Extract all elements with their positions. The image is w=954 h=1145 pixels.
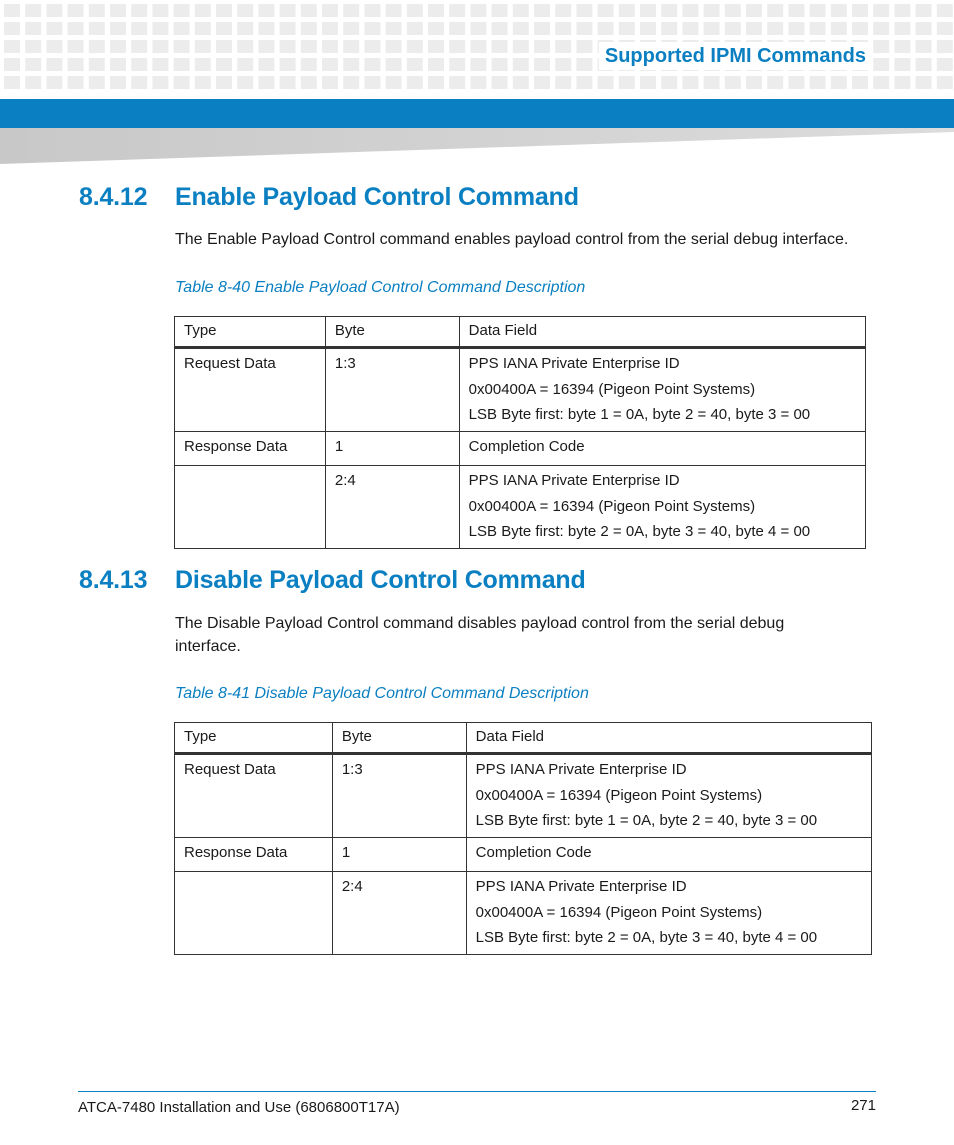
header-tile bbox=[131, 76, 147, 89]
header-tile bbox=[894, 76, 910, 89]
header-tile bbox=[386, 4, 402, 17]
header-tile bbox=[131, 4, 147, 17]
header-tile bbox=[555, 58, 571, 71]
header-tile bbox=[386, 22, 402, 35]
header-tile bbox=[894, 22, 910, 35]
table-row bbox=[175, 754, 872, 838]
header-tile bbox=[364, 4, 380, 17]
header-tile bbox=[916, 40, 932, 53]
table-header-row bbox=[175, 317, 866, 348]
table-caption: Table 8-40 Enable Payload Control Command Description bbox=[175, 279, 586, 296]
cell-byte: 2:4 bbox=[325, 466, 459, 549]
header-tile bbox=[555, 22, 571, 35]
section-paragraph: The Enable Payload Control command enables payload control from the serial debug interface. bbox=[175, 231, 849, 248]
header-tile bbox=[131, 22, 147, 35]
header-tile bbox=[492, 76, 508, 89]
header-tile bbox=[131, 58, 147, 71]
header-tile bbox=[937, 22, 953, 35]
header-tile bbox=[831, 22, 847, 35]
header-tile bbox=[343, 40, 359, 53]
header-tile bbox=[195, 76, 211, 89]
header-tile bbox=[364, 40, 380, 53]
header-tile bbox=[513, 76, 529, 89]
header-tile bbox=[746, 22, 762, 35]
header-tile bbox=[852, 22, 868, 35]
header-tile bbox=[386, 40, 402, 53]
header-tile bbox=[619, 22, 635, 35]
header-tile bbox=[470, 76, 486, 89]
header-tile bbox=[89, 40, 105, 53]
header-tile bbox=[216, 40, 232, 53]
header-tile bbox=[258, 4, 274, 17]
header-tile bbox=[89, 76, 105, 89]
header-tile bbox=[810, 76, 826, 89]
header-tile bbox=[619, 76, 635, 89]
header-tile bbox=[937, 4, 953, 17]
section-number: 8.4.12 bbox=[79, 183, 148, 211]
header-tile bbox=[46, 22, 62, 35]
header-tile bbox=[322, 40, 338, 53]
header-tile bbox=[280, 40, 296, 53]
header-tile bbox=[258, 22, 274, 35]
header-tile bbox=[25, 76, 41, 89]
header-tile bbox=[513, 4, 529, 17]
header-tile bbox=[89, 22, 105, 35]
cell-data: PPS IANA Private Enterprise ID 0x00400A = 16394 (Pigeon Point Systems) LSB Byte first: byte 1 = 0A, byte 2 = 40, byte 3 = 00 bbox=[459, 348, 865, 432]
header-tile bbox=[916, 76, 932, 89]
header-tile bbox=[258, 76, 274, 89]
header-blue-bar bbox=[0, 99, 954, 128]
header-tile bbox=[492, 4, 508, 17]
header-tile bbox=[68, 40, 84, 53]
header-tile bbox=[661, 4, 677, 17]
header-byte: Byte bbox=[325, 317, 459, 348]
section-title: Disable Payload Control Command bbox=[175, 566, 586, 594]
header-data-field: Data Field bbox=[459, 317, 865, 348]
header-tile bbox=[576, 22, 592, 35]
header-tile bbox=[25, 58, 41, 71]
header-tile bbox=[152, 76, 168, 89]
header-tile bbox=[110, 22, 126, 35]
header-tile bbox=[661, 76, 677, 89]
header-tile bbox=[195, 58, 211, 71]
header-tile bbox=[343, 58, 359, 71]
header-tile bbox=[470, 4, 486, 17]
header-tile bbox=[831, 76, 847, 89]
header-tile bbox=[407, 40, 423, 53]
header-tile bbox=[555, 4, 571, 17]
header-tile bbox=[810, 4, 826, 17]
header-tile bbox=[492, 40, 508, 53]
header-tile bbox=[640, 4, 656, 17]
header-tile bbox=[576, 4, 592, 17]
header-tile bbox=[428, 58, 444, 71]
header-tile bbox=[195, 22, 211, 35]
header-tile bbox=[89, 58, 105, 71]
header-tile bbox=[534, 76, 550, 89]
header-tile bbox=[258, 40, 274, 53]
header-tile bbox=[152, 4, 168, 17]
header-tile bbox=[174, 40, 190, 53]
header-tile bbox=[301, 4, 317, 17]
header-tile bbox=[682, 4, 698, 17]
header-tile bbox=[449, 22, 465, 35]
header-tile bbox=[343, 4, 359, 17]
header-tile bbox=[640, 22, 656, 35]
header-tile bbox=[470, 40, 486, 53]
header-tile bbox=[576, 76, 592, 89]
header-tile bbox=[492, 22, 508, 35]
header-tile bbox=[89, 4, 105, 17]
header-tile bbox=[301, 40, 317, 53]
header-tile bbox=[110, 40, 126, 53]
header-tile bbox=[788, 4, 804, 17]
cell-byte: 1 bbox=[325, 432, 459, 466]
cell-byte: 2:4 bbox=[332, 872, 466, 955]
header-tile bbox=[682, 22, 698, 35]
header-tile bbox=[46, 40, 62, 53]
header-tile bbox=[301, 76, 317, 89]
header-tile bbox=[725, 76, 741, 89]
header-tile bbox=[937, 58, 953, 71]
header-tile bbox=[767, 4, 783, 17]
header-tile bbox=[407, 58, 423, 71]
header-tile bbox=[831, 4, 847, 17]
header-tile bbox=[258, 58, 274, 71]
header-tile bbox=[576, 58, 592, 71]
header-tile bbox=[322, 76, 338, 89]
header-tile bbox=[555, 76, 571, 89]
header-tile bbox=[534, 4, 550, 17]
header-tile bbox=[195, 4, 211, 17]
header-tile bbox=[810, 22, 826, 35]
header-tile bbox=[364, 76, 380, 89]
table-caption: Table 8-41 Disable Payload Control Command Description bbox=[175, 685, 589, 702]
section-title: Enable Payload Control Command bbox=[175, 183, 579, 211]
header-tile bbox=[725, 22, 741, 35]
cell-data: PPS IANA Private Enterprise ID 0x00400A = 16394 (Pigeon Point Systems) LSB Byte first: byte 2 = 0A, byte 3 = 40, byte 4 = 00 bbox=[466, 872, 871, 955]
header-tile bbox=[555, 40, 571, 53]
table-header-row bbox=[175, 723, 872, 754]
header-tile bbox=[237, 4, 253, 17]
cell-data: PPS IANA Private Enterprise ID 0x00400A = 16394 (Pigeon Point Systems) LSB Byte first: byte 1 = 0A, byte 2 = 40, byte 3 = 00 bbox=[466, 754, 871, 838]
header-tile bbox=[152, 40, 168, 53]
header-tile bbox=[661, 22, 677, 35]
cell-byte: 1:3 bbox=[325, 348, 459, 432]
footer-document-title: ATCA-7480 Installation and Use (6806800T17A) bbox=[78, 1099, 400, 1116]
header-tile bbox=[386, 58, 402, 71]
header-tile bbox=[873, 4, 889, 17]
header-tile bbox=[4, 4, 20, 17]
header-tile bbox=[598, 76, 614, 89]
header-tile bbox=[873, 76, 889, 89]
header-tile bbox=[704, 4, 720, 17]
header-tile bbox=[216, 76, 232, 89]
footer-page-number: 271 bbox=[850, 1097, 876, 1114]
header-tile bbox=[386, 76, 402, 89]
header-tile bbox=[937, 40, 953, 53]
cell-data: PPS IANA Private Enterprise ID 0x00400A = 16394 (Pigeon Point Systems) LSB Byte first: byte 2 = 0A, byte 3 = 40, byte 4 = 00 bbox=[459, 466, 865, 549]
table-row bbox=[175, 872, 872, 955]
header-tile bbox=[322, 4, 338, 17]
header-tile bbox=[407, 76, 423, 89]
table-row bbox=[175, 432, 866, 466]
header-tile bbox=[704, 76, 720, 89]
cell-byte: 1 bbox=[332, 838, 466, 872]
header-tile bbox=[301, 22, 317, 35]
header-tile bbox=[343, 22, 359, 35]
header-data-field: Data Field bbox=[466, 723, 871, 754]
header-tile bbox=[449, 76, 465, 89]
header-tile bbox=[894, 58, 910, 71]
header-tile bbox=[4, 22, 20, 35]
header-tile bbox=[513, 40, 529, 53]
header-tile bbox=[152, 22, 168, 35]
header-tile bbox=[68, 22, 84, 35]
header-gray-wedge bbox=[0, 128, 954, 164]
header-tile bbox=[301, 58, 317, 71]
header-tile bbox=[216, 22, 232, 35]
cell-type: Request Data bbox=[175, 348, 326, 432]
header-tile bbox=[237, 76, 253, 89]
header-tile bbox=[916, 58, 932, 71]
table-row bbox=[175, 838, 872, 872]
header-tile bbox=[704, 22, 720, 35]
header-type: Type bbox=[175, 723, 333, 754]
header-tile bbox=[492, 58, 508, 71]
header-tile bbox=[68, 4, 84, 17]
header-tile bbox=[110, 76, 126, 89]
header-tile bbox=[767, 76, 783, 89]
cell-byte: 1:3 bbox=[332, 754, 466, 838]
header-tile bbox=[216, 58, 232, 71]
header-tile bbox=[682, 76, 698, 89]
header-tile bbox=[110, 4, 126, 17]
header-tile bbox=[68, 58, 84, 71]
header-tile bbox=[4, 40, 20, 53]
header-tile bbox=[364, 22, 380, 35]
header-tile bbox=[322, 58, 338, 71]
header-tile bbox=[280, 22, 296, 35]
header-tile bbox=[916, 4, 932, 17]
header-tile bbox=[195, 40, 211, 53]
header-type: Type bbox=[175, 317, 326, 348]
header-tile bbox=[110, 58, 126, 71]
header-tile bbox=[428, 22, 444, 35]
header-tile bbox=[788, 76, 804, 89]
footer-rule bbox=[78, 1091, 876, 1092]
header-tile bbox=[174, 58, 190, 71]
header-tile bbox=[216, 4, 232, 17]
table-row bbox=[175, 348, 866, 432]
header-tile bbox=[937, 76, 953, 89]
header-tile bbox=[174, 22, 190, 35]
cell-type: Request Data bbox=[175, 754, 333, 838]
header-tile bbox=[449, 58, 465, 71]
header-tile bbox=[407, 4, 423, 17]
header-tile bbox=[852, 76, 868, 89]
header-tile bbox=[174, 4, 190, 17]
header-tile bbox=[513, 22, 529, 35]
header-tile bbox=[767, 22, 783, 35]
header-tile bbox=[322, 22, 338, 35]
header-tile bbox=[25, 40, 41, 53]
header-tile bbox=[343, 76, 359, 89]
header-tile bbox=[280, 76, 296, 89]
section-heading-disable-payload bbox=[79, 566, 586, 595]
header-tile bbox=[4, 76, 20, 89]
cell-type: Response Data bbox=[175, 432, 326, 466]
header-tile bbox=[873, 40, 889, 53]
header-tile bbox=[746, 4, 762, 17]
header-tile bbox=[152, 58, 168, 71]
header-tile bbox=[428, 4, 444, 17]
header-tile bbox=[280, 58, 296, 71]
cell-data: Completion Code bbox=[459, 432, 865, 466]
header-tile bbox=[25, 22, 41, 35]
header-tile bbox=[237, 40, 253, 53]
header-tile bbox=[280, 4, 296, 17]
header-tile bbox=[894, 4, 910, 17]
header-tile bbox=[407, 22, 423, 35]
header-tile bbox=[25, 4, 41, 17]
header-tile bbox=[598, 4, 614, 17]
header-tile bbox=[576, 40, 592, 53]
header-tile bbox=[788, 22, 804, 35]
header-tile bbox=[725, 4, 741, 17]
header-tile bbox=[237, 58, 253, 71]
header-tile bbox=[470, 22, 486, 35]
header-tile bbox=[873, 58, 889, 71]
header-tile bbox=[46, 4, 62, 17]
header-tile bbox=[449, 40, 465, 53]
header-tile bbox=[131, 40, 147, 53]
cell-type bbox=[175, 872, 333, 955]
header-tile bbox=[916, 22, 932, 35]
section-heading-enable-payload bbox=[79, 183, 579, 212]
header-tile bbox=[4, 58, 20, 71]
header-tile bbox=[534, 22, 550, 35]
cell-type: Response Data bbox=[175, 838, 333, 872]
header-tile bbox=[619, 4, 635, 17]
disable-payload-table bbox=[174, 722, 872, 955]
header-tile bbox=[428, 76, 444, 89]
section-number: 8.4.13 bbox=[79, 566, 148, 594]
header-tile bbox=[598, 22, 614, 35]
header-tile bbox=[534, 58, 550, 71]
header-byte: Byte bbox=[332, 723, 466, 754]
header-tile bbox=[449, 4, 465, 17]
header-tile bbox=[46, 76, 62, 89]
header-tile bbox=[237, 22, 253, 35]
section-paragraph: The Disable Payload Control command disables payload control from the serial debug interface. bbox=[175, 615, 785, 655]
header-tile bbox=[470, 58, 486, 71]
header-tile bbox=[428, 40, 444, 53]
enable-payload-table bbox=[174, 316, 866, 549]
header-tile bbox=[640, 76, 656, 89]
cell-data: Completion Code bbox=[466, 838, 871, 872]
header-tile bbox=[746, 76, 762, 89]
header-tile bbox=[513, 58, 529, 71]
table-row bbox=[175, 466, 866, 549]
header-tile bbox=[852, 4, 868, 17]
header-tile bbox=[364, 58, 380, 71]
header-tile bbox=[68, 76, 84, 89]
header-tile bbox=[873, 22, 889, 35]
header-tile bbox=[174, 76, 190, 89]
header-tile bbox=[894, 40, 910, 53]
header-tile bbox=[534, 40, 550, 53]
header-title: Supported IPMI Commands bbox=[599, 42, 872, 70]
header-tile bbox=[46, 58, 62, 71]
cell-type bbox=[175, 466, 326, 549]
